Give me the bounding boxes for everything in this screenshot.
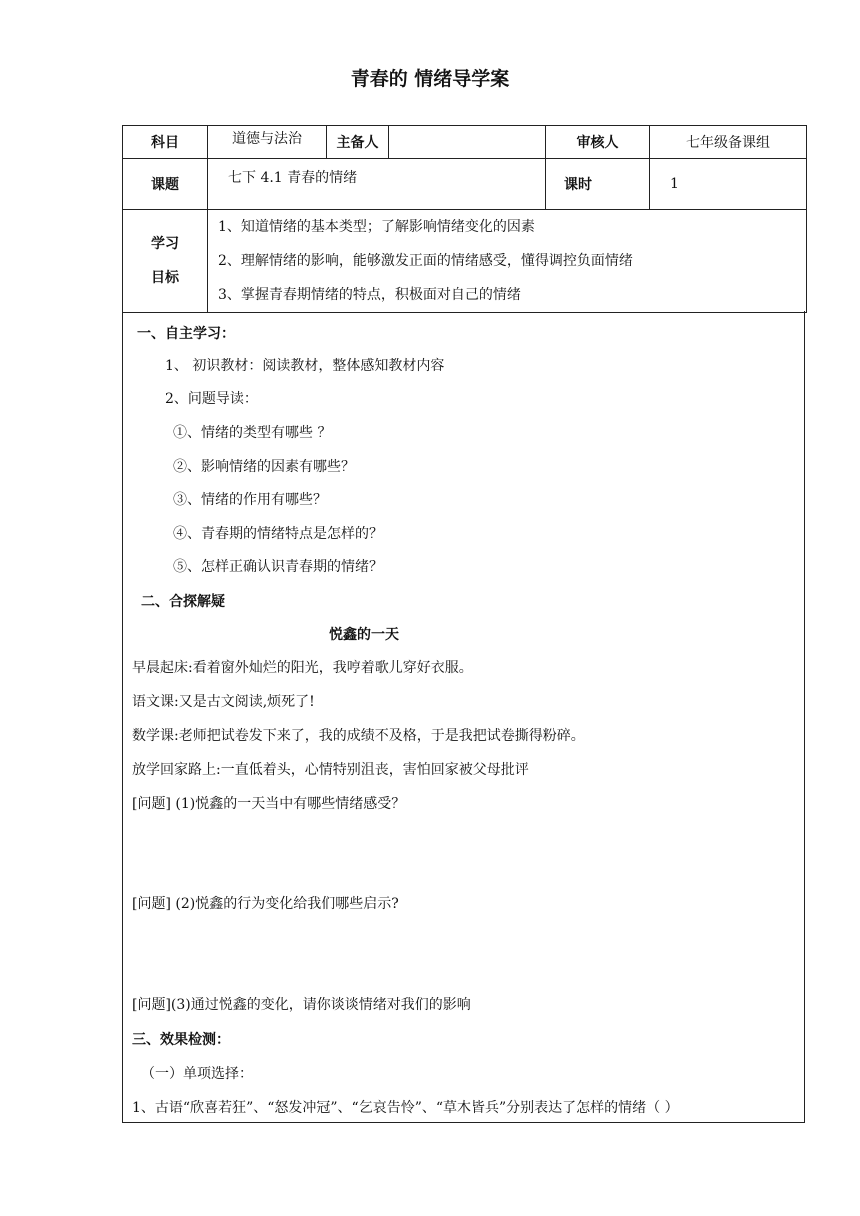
period-label: 课时 [546,159,650,210]
guide-question: ①、情绪的类型有哪些 ？ [173,425,332,441]
guide-question: ③、情绪的作用有哪些？ [173,492,327,508]
goals-list [208,210,807,313]
choice-question: 1、古语“欣喜若狂”、“怒发冲冠”、“乞哀告怜”、“草木皆兵”分别表达了怎样的情绪（ ） [132,1100,679,1116]
header-row-subject [123,126,807,159]
page-title: 青春的 情绪导学案 [350,68,510,90]
guide-question: ②、影响情绪的因素有哪些？ [173,459,355,475]
discussion-question: [问题] (2)悦鑫的行为变化给我们哪些启示? [132,896,399,912]
story-line: 语文课:又是古文阅读,烦死了! [132,694,315,710]
subject-value: 道德与法治 [208,126,327,159]
section1-item2: 2、问题导读： [165,391,258,407]
subject-label: 科目 [123,126,208,159]
goal-item: 2、理解情绪的影响，能够激发正面的情绪感受，懂得调控负面情绪 [218,253,633,269]
topic-label: 课题 [123,159,208,210]
reviewer-value: 七年级备课组 [650,126,807,159]
period-value: 1 [650,159,807,210]
goal-item: 1、知道情绪的基本类型；了解影响情绪变化的因素 [218,219,535,235]
reviewer-label: 审核人 [546,126,650,159]
content-box [122,311,805,1123]
section1-heading: 一、自主学习： [137,326,235,342]
header-row-goals [123,210,807,313]
header-table [122,125,807,313]
goal-item: 3、掌握青春期情绪的特点，积极面对自己的情绪 [218,287,521,303]
section3-heading: 三、效果检测： [132,1032,230,1048]
story-title: 悦鑫的一天 [329,627,399,643]
preparer-value [389,126,546,159]
guide-question: ⑤、怎样正确认识青春期的情绪？ [173,559,383,575]
section3-subheading: （一）单项选择： [141,1066,253,1082]
goals-label-line1: 学习 [151,236,179,252]
story-line: 数学课:老师把试卷发下来了，我的成绩不及格，于是我把试卷撕得粉碎。 [132,728,585,744]
goals-label [123,210,208,313]
discussion-question: [问题] (1)悦鑫的一天当中有哪些情绪感受？ [132,796,406,812]
story-line: 早晨起床:看着窗外灿烂的阳光，我哼着歌儿穿好衣服。 [132,660,473,676]
preparer-label: 主备人 [327,126,389,159]
guide-question: ④、青春期的情绪特点是怎样的？ [173,526,383,542]
header-row-topic [123,159,807,210]
discussion-question: [问题](3)通过悦鑫的变化，请你谈谈情绪对我们的影响 [132,997,471,1013]
section2-heading: 二、合探解疑 [141,594,225,610]
story-line: 放学回家路上:一直低着头，心情特别沮丧，害怕回家被父母批评 [132,762,529,778]
section1-item1: 1、 初识教材：阅读教材，整体感知教材内容 [165,358,445,374]
topic-value: 七下 4.1 青春的情绪 [208,159,546,210]
goals-label-line2: 目标 [151,270,179,286]
